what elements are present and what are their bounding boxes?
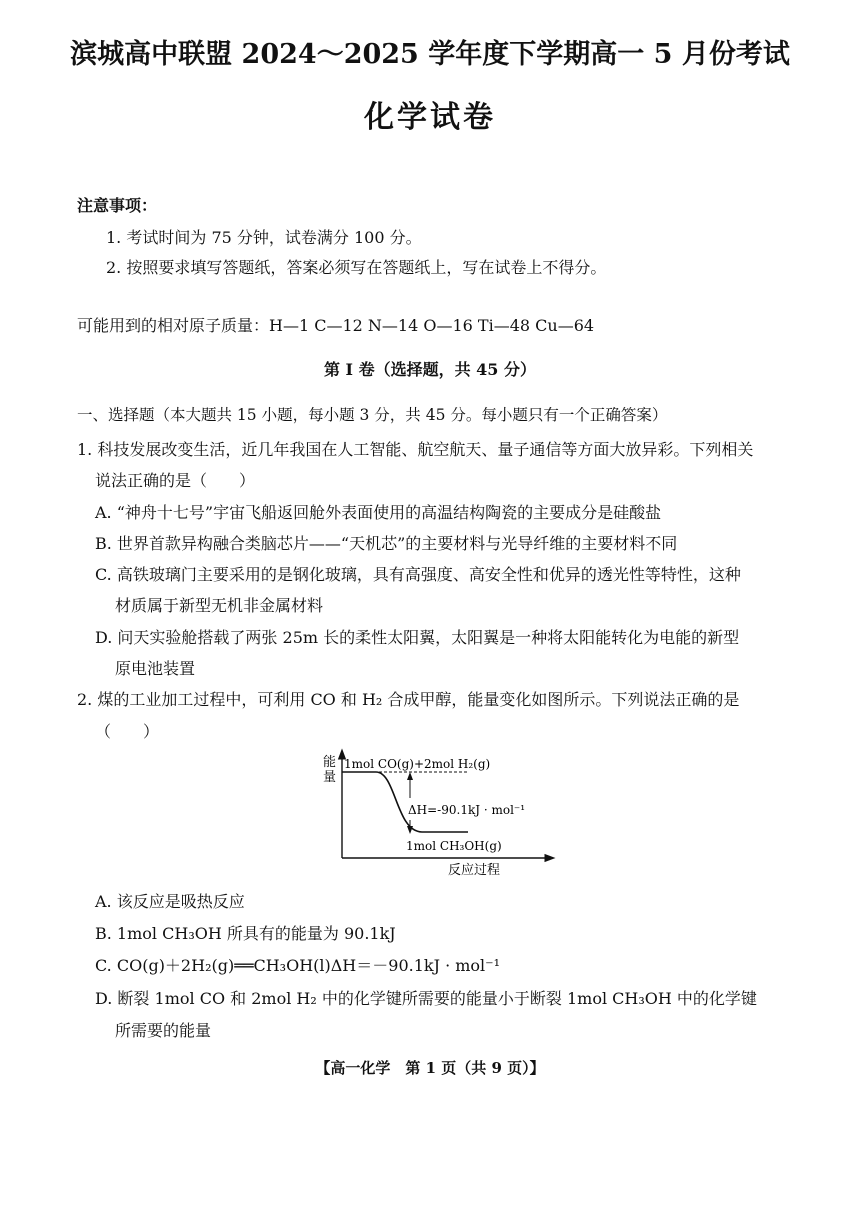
q1-option-a: A. “神舟十七号”宇宙飞船返回舱外表面使用的高温结构陶瓷的主要成分是硅酸盐 (95, 503, 662, 522)
q1-option-b: B. 世界首款异构融合类脑芯片——“天机芯”的主要材料与光导纤维的主要材料不同 (95, 534, 678, 553)
notes-item-1: 1. 考试时间为 75 分钟，试卷满分 100 分。 (106, 228, 422, 247)
q1-option-c-line2: 材质属于新型无机非金属材料 (115, 596, 324, 615)
part-heading: 一、选择题（本大题共 15 小题，每小题 3 分，共 45 分。每小题只有一个正确答案） (77, 406, 668, 424)
q1-option-c-line1: C. 高铁玻璃门主要采用的是钢化玻璃，具有高强度、高安全性和优异的透光性等特性，这种 (95, 565, 741, 584)
exam-title: 滨城高中联盟 2024～2025 学年度下学期高一 5 月份考试 (70, 39, 790, 70)
q1-option-d-line2: 原电池装置 (115, 659, 196, 678)
section-title: 第 Ⅰ 卷（选择题，共 45 分） (323, 360, 537, 379)
q1-stem-line2: 说法正确的是（ ） (95, 471, 256, 490)
reactants-label: 1mol CO(g)+2mol H₂(g) (344, 757, 491, 771)
subject-title: 化学试卷 (364, 100, 496, 135)
q2-option-d-line1: D. 断裂 1mol CO 和 2mol H₂ 中的化学键所需要的能量小于断裂 1mol CH₃OH 中的化学键 (95, 989, 757, 1008)
q2-option-c: C. CO(g)＋2H₂(g)══CH₃OH(l)ΔH＝－90.1kJ · mol⁻¹ (95, 956, 501, 975)
energy-curve (342, 772, 468, 832)
q1-option-d-line1: D. 问天实验舱搭载了两张 25m 长的柔性太阳翼，太阳翼是一种将太阳能转化为电能的新型 (95, 628, 740, 647)
energy-diagram (318, 748, 558, 880)
notes-item-2: 2. 按照要求填写答题纸，答案必须写在答题纸上，写在试卷上不得分。 (106, 258, 607, 277)
q2-option-a: A. 该反应是吸热反应 (95, 892, 245, 911)
q2-option-d-line2: 所需要的能量 (115, 1021, 212, 1040)
x-axis-label: 反应过程 (448, 863, 501, 878)
delta-h-label: ΔH=-90.1kJ · mol⁻¹ (408, 803, 526, 817)
product-label: 1mol CH₃OH(g) (406, 839, 502, 853)
y-axis-label-2: 量 (323, 770, 337, 785)
notes-heading: 注意事项： (77, 196, 158, 215)
atomic-masses: 可能用到的相对原子质量：H—1 C—12 N—14 O—16 Ti—48 Cu—64 (77, 316, 595, 335)
q1-stem-line1: 1. 科技发展改变生活，近几年我国在人工智能、航空航天、量子通信等方面大放异彩。下列相关 (77, 440, 754, 459)
page-footer: 【高一化学 第 1 页（共 9 页）】 (315, 1059, 545, 1077)
q2-stem-line1: 2. 煤的工业加工过程中，可利用 CO 和 H₂ 合成甲醇，能量变化如图所示。下列说法正确的是 (77, 690, 740, 709)
y-axis-label-1: 能 (323, 755, 337, 770)
q2-stem-line2: （ ） (95, 722, 160, 741)
q2-option-b: B. 1mol CH₃OH 所具有的能量为 90.1kJ (95, 924, 396, 943)
